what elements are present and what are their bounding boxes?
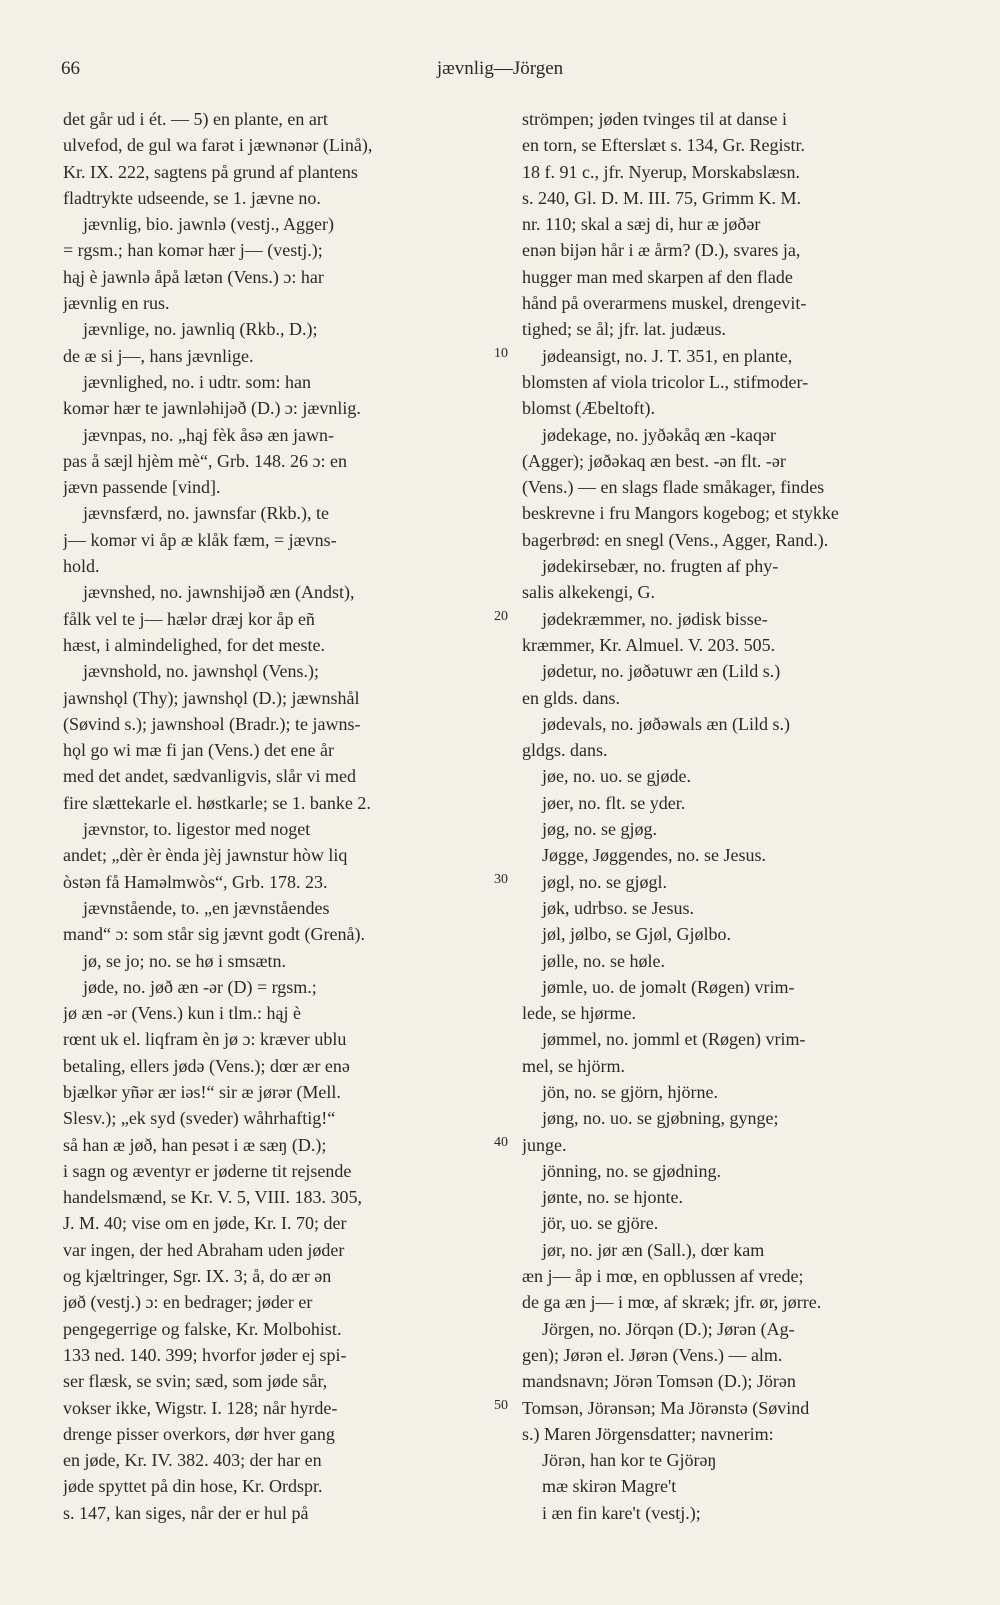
text-line: i æn fin kare't (vestj.); [542, 1502, 701, 1523]
text-line: jön, no. se gjörn, hjörne. [542, 1081, 718, 1102]
right-column [522, 106, 942, 1526]
text-line: ser flæsk, se svin; sæd, som jøde sår, [63, 1371, 328, 1392]
text-line: de æ si j—, hans jævnlige. [63, 345, 254, 366]
text-line: jævnshold, no. jawnshǫl (Vens.); [83, 661, 319, 682]
line-number-marker: 10 [494, 346, 508, 361]
text-line: jøð (vestj.) ɔ: en bedrager; jøder er [63, 1292, 313, 1313]
text-line: var ingen, der hed Abraham uden jøder [63, 1239, 345, 1260]
text-line: jøk, udrbso. se Jesus. [542, 897, 694, 918]
text-line: jøng, no. uo. se gjøbning, gynge; [542, 1108, 779, 1129]
text-line: pas å sæjl hjèm mè“, Grb. 148. 26 ɔ: en [63, 450, 347, 471]
text-line: mand“ ɔ: som står sig jævnt godt (Grenå). [63, 924, 365, 945]
text-line: junge. [522, 1134, 567, 1155]
page-header [0, 58, 1000, 88]
text-line: = rgsm.; han komər hær j— (vestj.); [63, 240, 323, 261]
text-line: jönning, no. se gjødning. [542, 1160, 721, 1181]
text-line: jødetur, no. jøðətuwr æn (Lild s.) [542, 661, 781, 682]
text-line: og kjæltringer, Sgr. IX. 3; å, do ær ən [63, 1266, 332, 1287]
text-line: vokser ikke, Wigstr. I. 128; når hyrde- [63, 1397, 338, 1418]
text-line: (Vens.) — en slags flade småkager, findes [522, 477, 825, 498]
text-line: hąj è jawnlə åpå lætən (Vens.) ɔ: har [63, 266, 324, 287]
left-column [63, 106, 493, 1526]
text-line: blomsten af viola tricolor L., stifmoder- [522, 371, 809, 392]
text-line: lede, se hjørme. [522, 1003, 636, 1024]
text-line: bjælkər yñər ær iəs!“ sir æ jørər (Mell. [63, 1081, 341, 1102]
text-line: pengegerrige og falske, Kr. Molbohist. [63, 1318, 342, 1339]
text-line: fladtrykte udseende, se 1. jævne no. [63, 187, 321, 208]
text-line: jævnsfærd, no. jawnsfar (Rkb.), te [83, 503, 329, 524]
line-number-marker: 20 [494, 609, 508, 624]
text-line: jævnpas, no. „hąj fèk åsə æn jawn- [83, 424, 334, 445]
text-line: jøl, jølbo, se Gjøl, Gjølbo. [542, 924, 731, 945]
text-line: jødevals, no. jøðəwals æn (Lild s.) [542, 713, 790, 734]
text-line: betaling, ellers jødə (Vens.); dœr ær enə [63, 1055, 350, 1076]
text-line: en torn, se Efterslæt s. 134, Gr. Registr. [522, 135, 805, 156]
text-line: en glds. dans. [522, 687, 620, 708]
text-line: æn j— åp i mœ, en opblussen af vrede; [522, 1266, 804, 1287]
text-line: hæst, i almindelighed, for det meste. [63, 634, 325, 655]
text-line: jø, se jo; no. se hø i smsætn. [83, 950, 287, 971]
text-line: hånd på overarmens muskel, drengevit- [522, 293, 807, 314]
text-line: bagerbrød: en snegl (Vens., Agger, Rand.). [522, 529, 829, 550]
text-line: jømle, uo. de joməlt (Røgen) vrim- [542, 976, 795, 997]
text-line: med det andet, sædvanligvis, slår vi med [63, 766, 356, 787]
text-line: hǫl go wi mæ fi jan (Vens.) det ene år [63, 740, 334, 761]
text-line: ulvefod, de gul wa farət i jæwnənər (Linå), [63, 135, 373, 156]
text-line: jævnlige, no. jawnliq (Rkb., D.); [83, 319, 318, 340]
text-line: jævnlig en rus. [63, 293, 170, 314]
text-line: jøde, no. jøð æn -ər (D) = rgsm.; [83, 976, 317, 997]
text-line: jör, uo. se gjöre. [542, 1213, 659, 1234]
text-line: jødeansigt, no. J. T. 351, en plante, [542, 345, 793, 366]
text-line: strömpen; jøden tvinges til at danse i [522, 109, 787, 129]
text-line: jønte, no. se hjonte. [542, 1187, 683, 1208]
text-line: det går ud i ét. — 5) en plante, en art [63, 109, 328, 129]
running-head: jævnlig—Jörgen [436, 58, 564, 79]
text-line: Jörən, han kor te Gjörəŋ [542, 1450, 717, 1471]
text-line: gldgs. dans. [522, 740, 608, 761]
text-line: enən bijən hår i æ årm? (D.), svares ja, [522, 240, 801, 261]
text-line: mel, se hjörm. [522, 1055, 625, 1076]
text-line: mæ skirən Magre't [542, 1476, 677, 1497]
text-line: jødekirsebær, no. frugten af phy- [542, 556, 779, 577]
text-line: jøgl, no. se gjøgl. [542, 871, 667, 892]
text-line: salis alkekengi, G. [522, 582, 655, 603]
text-line: jøer, no. flt. se yder. [542, 792, 686, 813]
text-line: 18 f. 91 c., jfr. Nyerup, Morskabslæsn. [522, 161, 800, 182]
text-line: (Søvind s.); jawnshoəl (Bradr.); te jawns- [63, 713, 361, 734]
text-line: en jøde, Kr. IV. 382. 403; der har en [63, 1450, 322, 1471]
text-line: blomst (Æbeltoft). [522, 398, 655, 419]
text-line: s.) Maren Jörgensdatter; navnerim: [522, 1423, 774, 1444]
text-line: jævnshed, no. jawnshijəð æn (Andst), [83, 582, 355, 603]
page-number: 66 [61, 58, 80, 79]
text-line: så han æ jøð, han pesət i æ sæŋ (D.); [63, 1134, 327, 1155]
text-line: andet; „dèr èr ènda jèj jawnstur hòw liq [63, 845, 348, 866]
text-line: jødekræmmer, no. jødisk bisse- [542, 608, 768, 629]
text-line: jødekage, no. jyðəkåq æn -kaqər [542, 424, 776, 445]
text-line: tighed; se ål; jfr. lat. judæus. [522, 319, 726, 340]
text-line: jævnlig, bio. jawnlə (vestj., Agger) [83, 214, 334, 235]
text-line: Kr. IX. 222, sagtens på grund af plantens [63, 161, 358, 182]
text-line: mandsnavn; Jörən Tomsən (D.); Jörən [522, 1371, 796, 1392]
text-line: jævnlighed, no. i udtr. som: han [83, 371, 311, 392]
text-line: jævnstående, to. „en jævnståendes [83, 897, 330, 918]
text-line: Jøgge, Jøggendes, no. se Jesus. [542, 845, 766, 866]
text-line: i sagn og æventyr er jøderne tit rejsende [63, 1160, 352, 1181]
line-number-marker: 50 [494, 1398, 508, 1413]
text-line: hugger man med skarpen af den flade [522, 266, 793, 287]
line-number-marker: 40 [494, 1135, 508, 1150]
text-line: beskrevne i fru Mangors kogebog; et stykke [522, 503, 839, 524]
text-line: s. 240, Gl. D. M. III. 75, Grimm K. M. [522, 187, 801, 208]
text-line: hold. [63, 556, 100, 577]
text-line: nr. 110; skal a sæj di, hur æ jøðər [522, 214, 761, 235]
text-line: jør, no. jør æn (Sall.), dœr kam [542, 1239, 765, 1260]
text-line: gen); Jørən el. Jørən (Vens.) — alm. [522, 1344, 783, 1365]
text-line: fire slættekarle el. høstkarle; se 1. banke 2. [63, 792, 371, 813]
text-line: fålk vel te j— hælər dræj kor åp eñ [63, 608, 315, 629]
text-line: jølle, no. se høle. [542, 950, 665, 971]
text-line: j— komər vi åp æ klåk fæm, = jævns- [63, 529, 337, 550]
text-line: jævn passende [vind]. [63, 477, 221, 498]
text-line: jævnstor, to. ligestor med noget [83, 819, 311, 840]
text-line: Slesv.); „ek syd (sveder) wåhrhaftig!“ [63, 1108, 336, 1129]
line-number-marker: 30 [494, 872, 508, 887]
text-line: jømmel, no. jomml et (Røgen) vrim- [542, 1029, 806, 1050]
text-line: òstən få Haməlmwòs“, Grb. 178. 23. [63, 871, 328, 892]
text-line: handelsmænd, se Kr. V. 5, VIII. 183. 305, [63, 1187, 362, 1208]
text-line: drenge pisser overkors, dør hver gang [63, 1423, 335, 1444]
text-line: s. 147, kan siges, når der er hul på [63, 1502, 309, 1523]
text-line: jøde spyttet på din hose, Kr. Ordspr. [63, 1476, 323, 1497]
text-line: jøg, no. se gjøg. [542, 819, 657, 840]
text-line: J. M. 40; vise om en jøde, Kr. I. 70; der [63, 1213, 347, 1234]
text-line: 133 ned. 140. 399; hvorfor jøder ej spi- [63, 1344, 347, 1365]
text-line: kræmmer, Kr. Almuel. V. 203. 505. [522, 634, 776, 655]
text-line: Jörgen, no. Jörqən (D.); Jørən (Ag- [542, 1318, 795, 1339]
text-line: jawnshǫl (Thy); jawnshǫl (D.); jæwnshål [63, 687, 360, 708]
text-line: (Agger); jøðəkaq æn best. -ən flt. -ər [522, 450, 786, 471]
text-line: Tomsən, Jörənsən; Ma Jörənstə (Søvind [522, 1397, 810, 1418]
text-line: de ga æn j— i mœ, af skræk; jfr. ør, jørre. [522, 1292, 822, 1313]
text-line: rœnt uk el. liqfram èn jø ɔ: kræver ublu [63, 1029, 347, 1050]
text-line: komər hær te jawnləhijəð (D.) ɔ: jævnlig. [63, 398, 361, 419]
text-line: jøe, no. uo. se gjøde. [542, 766, 691, 787]
text-line: jø æn -ər (Vens.) kun i tlm.: hąj è [63, 1003, 301, 1024]
